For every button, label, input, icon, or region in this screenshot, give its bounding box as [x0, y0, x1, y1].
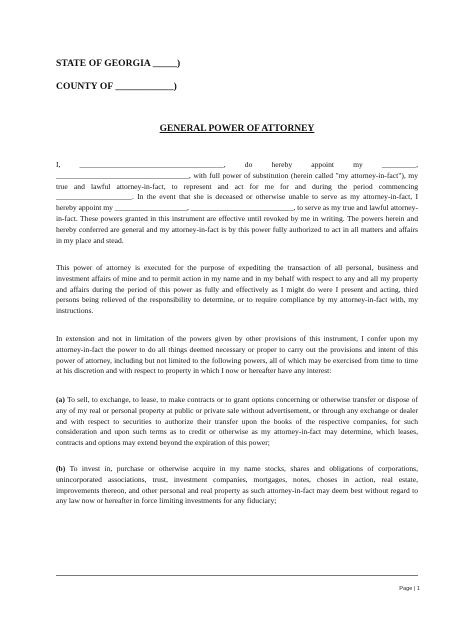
appointment-paragraph: I, ______________________________________, do hereby appoint my _________, ___________________________________, with full power of substitution (herein called "my attorney-in-fact"), my true and lawful attorney-in-fact, to represent and act for me for and during the period commencing ____________________. In the event that she is deceased or otherwise unable to serve as my attorney-in-fact, I hereby appoint my ___________________, ___________________________, to serve as my true and lawful attorney-in-fact. These powers granted in this instrument are effective until revoked by me in writing. The powers herein and hereby conferred are general and my attorney-in-fact is by this power fully authorized to act in all matters and affairs in my place and stead.	[56, 160, 418, 245]
clause-a-text: To sell, to exchange, to lease, to make contracts or to grant options concerning or otherwise transfer or dispose of any of my real or personal property at public or private sale without advertisement, or through any exchange or dealer and with respect to securities to authorize their transfer upon the books of the respective companies, for such consideration and upon such terms as to credit or otherwise as my attorney-in-fact may determine, which leases, contracts and options may extend beyond the expiration of this power;	[56, 395, 418, 448]
clause-b-text: To invest in, purchase or otherwise acquire in my name stocks, shares and obligations of corporations, unincorporated associations, trust, investment companies, mortgages, notes, choses in action, real estate, improvements thereon, and other personal and real property as such attorney-in-fact may deem best without regard to any law now or hereafter in force limiting investments for any fiduciary;	[56, 464, 418, 506]
document-title: GENERAL POWER OF ATTORNEY	[159, 124, 315, 134]
clause-a-marker: (a)	[56, 395, 65, 404]
powers-intro-paragraph: In extension and not in limitation of the powers given by other provisions of this instrument, I confer upon my attorney-in-fact the power to do all things deemed necessary or proper to carry out the provisions and intent of this power of attorney, including but not limited to the following powers, all of which may be exercised from time to time at his discretion and with respect to property in which I now or hereafter have any interest:	[56, 334, 418, 376]
page-number: Page | 1	[399, 586, 420, 592]
purpose-paragraph: This power of attorney is executed for the purpose of expediting the transaction of all personal, business and investment affairs of mine and to permit action in my name and in my behalf with respect to any and all my property and affairs during the period of this power as fully and effectively as I might do were I present and acting, third persons being relieved of the responsibility to determine, or to require compliance by my attorney-in-fact with, my instructions.	[56, 263, 418, 316]
clause-b	[56, 464, 418, 507]
clause-a	[56, 395, 418, 449]
state-heading: STATE OF GEORGIA _____)	[56, 59, 181, 69]
county-heading: COUNTY OF ____________)	[56, 82, 177, 92]
footer-divider	[56, 575, 418, 576]
clause-b-marker: (b)	[56, 464, 66, 473]
